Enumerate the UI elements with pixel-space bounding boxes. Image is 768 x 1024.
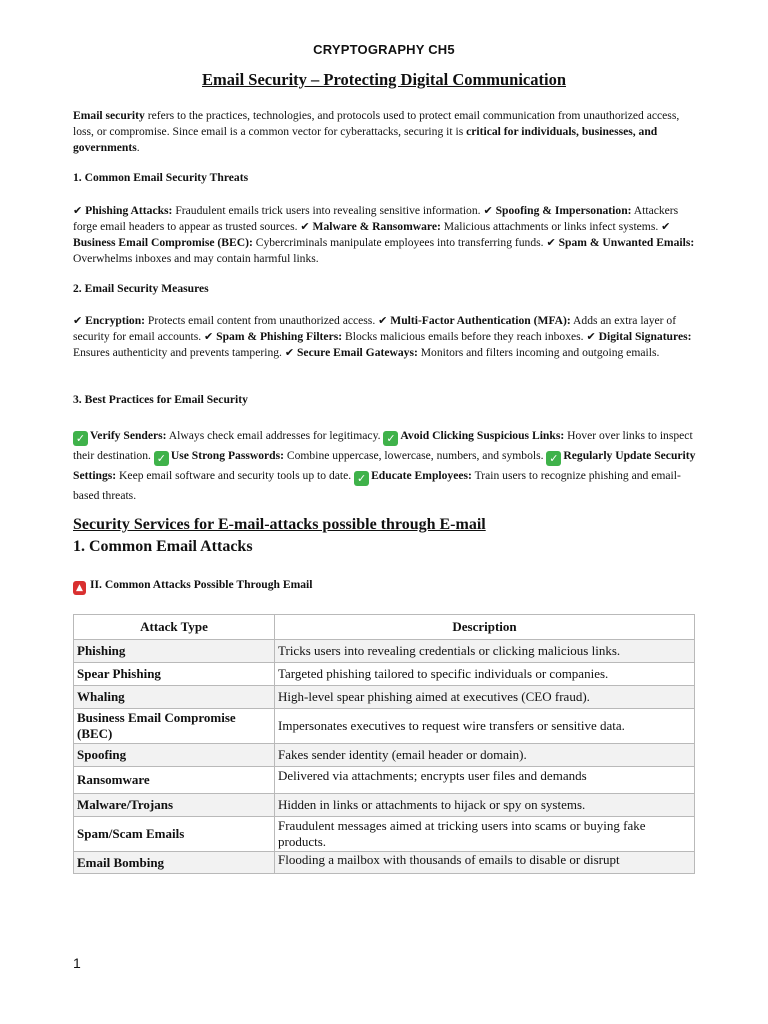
practice-text: Always check email addresses for legitimacy. bbox=[166, 429, 384, 442]
check-icon: ✔ bbox=[586, 330, 596, 343]
attacks-table bbox=[73, 614, 695, 874]
measure-label: Encryption: bbox=[85, 314, 146, 327]
table-row bbox=[74, 767, 695, 794]
table-row bbox=[74, 640, 695, 663]
attack-type-cell: Whaling bbox=[74, 686, 275, 709]
check-icon: ✔ bbox=[284, 346, 295, 359]
threat-text: Cybercriminals manipulate employees into transferring funds. bbox=[252, 236, 547, 249]
attacks-heading-text: II. Common Attacks Possible Through Email bbox=[90, 578, 313, 591]
best-practices-paragraph bbox=[73, 426, 698, 506]
check-icon: ✔ bbox=[204, 330, 214, 343]
attack-type-cell: Ransomware bbox=[74, 767, 275, 794]
attack-type-cell: Spam/Scam Emails bbox=[74, 817, 275, 852]
measure-text: Adds an extra layer of security for email accounts. bbox=[73, 314, 677, 343]
page-title: Email Security – Protecting Digital Communication bbox=[201, 70, 567, 89]
attack-description-cell: Fakes sender identity (email header or domain). bbox=[275, 744, 695, 767]
attack-type-cell: Phishing bbox=[74, 640, 275, 663]
practice-label: Educate Employees: bbox=[371, 469, 472, 482]
threats-heading: 1. Common Email Security Threats bbox=[73, 171, 249, 184]
attack-description-cell: High-level spear phishing aimed at executives (CEO fraud). bbox=[275, 686, 695, 709]
practice-text: Keep email software and security tools up to date. bbox=[116, 469, 355, 482]
check-icon: ✔ bbox=[483, 204, 493, 217]
threat-label: Phishing Attacks: bbox=[85, 204, 173, 217]
threat-label: Spoofing & Impersonation: bbox=[495, 204, 632, 217]
attack-description-text: Flooding a mailbox with thousands of emails to disable or disrupt bbox=[278, 852, 620, 867]
threat-label: Malware & Ransomware: bbox=[312, 220, 441, 233]
green-check-icon: ✓ bbox=[73, 431, 88, 446]
attack-type-cell: Spoofing bbox=[74, 744, 275, 767]
table-row bbox=[74, 663, 695, 686]
measure-text: Protects email content from unauthorized access. bbox=[145, 314, 379, 327]
check-icon: ✔ bbox=[378, 314, 388, 327]
table-row bbox=[74, 686, 695, 709]
practice-text: Hover over links to inspect their destination. bbox=[73, 429, 693, 462]
threat-label: Business Email Compromise (BEC): bbox=[73, 236, 253, 249]
page-number: 1 bbox=[73, 955, 81, 971]
measure-label: Digital Signatures: bbox=[598, 330, 692, 343]
attack-type-cell: Spear Phishing bbox=[74, 663, 275, 686]
intro-bold-term: Email security bbox=[73, 109, 145, 122]
attack-type-cell: Business Email Compromise (BEC) bbox=[74, 709, 275, 744]
services-subtitle: 1. Common Email Attacks bbox=[73, 538, 253, 555]
threat-label: Spam & Unwanted Emails: bbox=[558, 236, 695, 249]
table-header-row bbox=[74, 615, 695, 640]
intro-period: . bbox=[136, 141, 140, 154]
measures-paragraph bbox=[73, 313, 698, 361]
attack-type-cell: Malware/Trojans bbox=[74, 794, 275, 817]
green-check-icon: ✓ bbox=[383, 431, 398, 446]
check-icon: ✔ bbox=[73, 314, 83, 327]
threat-text: Overwhelms inboxes and may contain harmful links. bbox=[73, 252, 319, 265]
siren-icon: ▲ bbox=[73, 581, 86, 595]
intro-text: refers to the practices, technologies, and protocols used to protect email communication from unauthorized access, loss, or compromise. Since email is a common vector for cyberattacks, securing it is bbox=[73, 109, 680, 138]
attack-description-cell: Tricks users into revealing credentials or clicking malicious links. bbox=[275, 640, 695, 663]
practice-text: Combine uppercase, lowercase, numbers, and symbols. bbox=[283, 449, 547, 462]
column-header-attack-type: Attack Type bbox=[74, 615, 275, 640]
practice-label: Verify Senders: bbox=[90, 429, 167, 442]
threat-text: Fraudulent emails trick users into revealing sensitive information. bbox=[172, 204, 484, 217]
table-row bbox=[74, 794, 695, 817]
measure-text: Ensures authenticity and prevents tampering. bbox=[73, 346, 285, 359]
intro-paragraph bbox=[73, 108, 698, 156]
threats-paragraph bbox=[73, 203, 698, 267]
measures-heading: 2. Email Security Measures bbox=[73, 282, 209, 295]
best-practices-heading: 3. Best Practices for Email Security bbox=[73, 393, 248, 406]
attack-description-cell bbox=[275, 852, 695, 874]
green-check-icon: ✓ bbox=[546, 451, 561, 466]
table-row bbox=[74, 744, 695, 767]
attack-description-cell: Hidden in links or attachments to hijack or spy on systems. bbox=[275, 794, 695, 817]
attacks-heading bbox=[73, 578, 312, 595]
check-icon: ✔ bbox=[300, 220, 310, 233]
check-icon: ✔ bbox=[73, 204, 83, 217]
practice-text: Train users to recognize phishing and email-based threats. bbox=[73, 469, 681, 502]
attack-description-cell: Impersonates executives to request wire transfers or sensitive data. bbox=[275, 709, 695, 744]
course-header: CRYPTOGRAPHY CH5 bbox=[313, 42, 455, 57]
attack-description-cell: Targeted phishing tailored to specific individuals or companies. bbox=[275, 663, 695, 686]
measure-label: Secure Email Gateways: bbox=[296, 346, 418, 359]
measure-text: Monitors and filters incoming and outgoing emails. bbox=[417, 346, 660, 359]
table-row bbox=[74, 817, 695, 852]
check-icon: ✔ bbox=[661, 220, 671, 233]
practice-label: Regularly Update Security Settings: bbox=[73, 449, 696, 482]
green-check-icon: ✓ bbox=[154, 451, 169, 466]
table-row bbox=[74, 852, 695, 874]
measure-label: Spam & Phishing Filters: bbox=[216, 330, 343, 343]
measure-label: Multi-Factor Authentication (MFA): bbox=[390, 314, 571, 327]
intro-bold-emphasis: critical for individuals, businesses, and governments bbox=[73, 125, 658, 154]
measure-text: Blocks malicious emails before they reach inboxes. bbox=[342, 330, 587, 343]
threat-text: Malicious attachments or links infect systems. bbox=[440, 220, 662, 233]
attack-type-cell: Email Bombing bbox=[74, 852, 275, 874]
column-header-description: Description bbox=[275, 615, 695, 640]
attack-description-cell: Delivered via attachments; encrypts user files and demands bbox=[275, 767, 695, 794]
services-title: Security Services for E-mail-attacks possible through E-mail bbox=[73, 516, 486, 533]
green-check-icon: ✓ bbox=[354, 471, 369, 486]
attack-description-cell: Fraudulent messages aimed at tricking users into scams or buying fake products. bbox=[275, 817, 695, 852]
practice-label: Avoid Clicking Suspicious Links: bbox=[400, 429, 565, 442]
practice-label: Use Strong Passwords: bbox=[170, 449, 284, 462]
check-icon: ✔ bbox=[546, 236, 556, 249]
table-row bbox=[74, 709, 695, 744]
threat-text: Attackers forge email headers to appear as trusted sources. bbox=[73, 204, 679, 233]
